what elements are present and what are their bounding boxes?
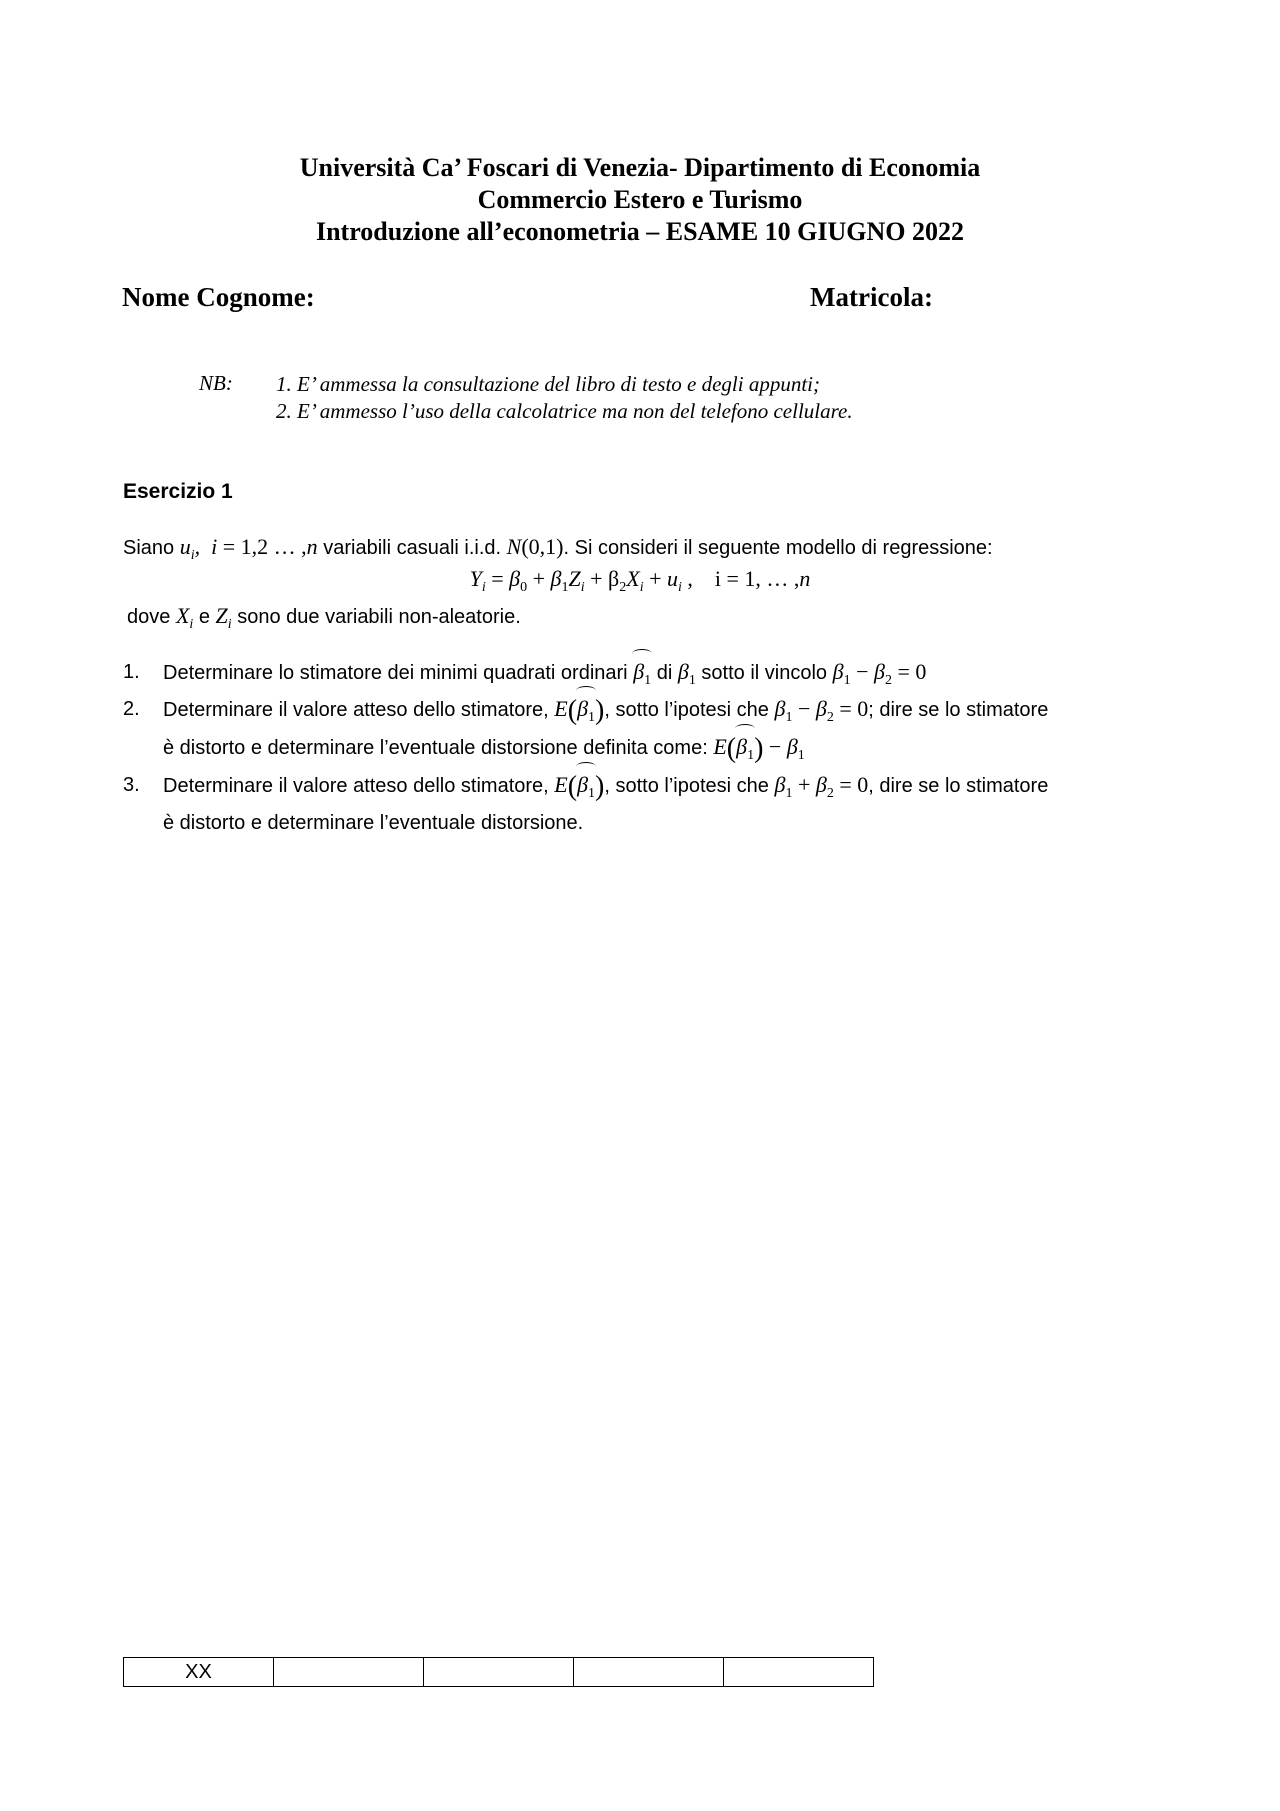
regression-equation: $Y_i = \beta_0 + \beta_1Z_i + \beta_2X_i + u_i$ , i = 1, … ,n xyxy=(469,566,811,595)
question-text: Determinare il valore atteso dello stimatore, xyxy=(163,775,549,797)
question-text: ; dire se lo stimatore xyxy=(868,699,1049,721)
exercise-title: Esercizio 1 xyxy=(123,480,233,503)
question-list xyxy=(123,654,1048,841)
where-text-c: sono due variabili non-aleatorie. xyxy=(237,606,521,628)
question-text: , sotto l’ipotesi che xyxy=(604,775,769,797)
header-department: Commercio Estero e Turismo xyxy=(477,185,803,214)
question-item: 3. Determinare il valore atteso dello stimatore, $E(\beta_1)$, sotto l’ipotesi che $\beta_1 + \beta_2 = 0$, dire se lo stimatore è distorto e determinare l’eventuale distorsione. xyxy=(123,767,1048,841)
question-number: 1. xyxy=(123,661,140,683)
grade-cell xyxy=(724,1658,874,1687)
matricola-label: Matricola: xyxy=(810,282,933,312)
note-item: 2. E’ ammesso l’uso della calcolatrice ma non del telefono cellulare. xyxy=(276,399,853,423)
question-text: sotto il vincolo xyxy=(701,662,828,684)
question-text: è distorto e determinare l’eventuale distorsione definita come: xyxy=(163,737,708,759)
question-number: 2. xyxy=(123,698,140,720)
header-exam-title: Introduzione all’econometria – ESAME 10 GIUGNO 2022 xyxy=(315,217,965,246)
grade-table xyxy=(123,1657,874,1687)
note-item: 1. E’ ammessa la consultazione del libro di testo e degli appunti; xyxy=(276,372,821,396)
question-text: , sotto l’ipotesi che xyxy=(604,699,769,721)
question-text: Determinare lo stimatore dei minimi quadrati ordinari xyxy=(163,662,628,684)
notes-label: NB: xyxy=(199,371,233,395)
question-item: 1. Determinare lo stimatore dei minimi quadrati ordinari $\beta_1$ di $\beta_1$ sotto il vincolo $\beta_1 - \beta_2 = 0$ xyxy=(123,654,1048,691)
question-item: 2. Determinare il valore atteso dello stimatore, $E(\beta_1)$, sotto l’ipotesi che $\beta_1 - \beta_2 = 0$; dire se lo stimatore è distorto e determinare l’eventuale distorsione definita come: $E(\beta_1) - \beta_1$ xyxy=(123,691,1048,767)
intro-text-a: Siano xyxy=(123,537,175,559)
where-text-b: e xyxy=(198,606,210,628)
question-text: , dire se lo stimatore xyxy=(868,775,1049,797)
name-label: Nome Cognome: xyxy=(122,282,315,312)
grade-cell xyxy=(424,1658,574,1687)
question-text: di xyxy=(656,662,673,684)
where-text-a: dove xyxy=(127,606,171,628)
question-text: Determinare il valore atteso dello stimatore, xyxy=(163,699,549,721)
question-text: è distorto e determinare l’eventuale distorsione. xyxy=(163,812,584,834)
notes-list xyxy=(276,371,853,425)
header-university: Università Ca’ Foscari di Venezia- Dipartimento di Economia xyxy=(299,153,981,182)
table-row xyxy=(124,1658,874,1687)
intro-text-b: variabili casuali i.i.d. xyxy=(323,537,502,559)
grade-cell xyxy=(574,1658,724,1687)
question-number: 3. xyxy=(123,774,140,796)
grade-cell: XX xyxy=(124,1658,274,1687)
grade-cell xyxy=(274,1658,424,1687)
exercise-intro: Siano $u_i$, i = 1,2 … ,n variabili casuali i.i.d. N(0,1). Si consideri il seguente modello di regressione: xyxy=(123,534,993,563)
exercise-where: dove $X_i$ e $Z_i$ sono due variabili non-aleatorie. xyxy=(127,603,521,632)
intro-text-c: . Si consideri il seguente modello di regressione: xyxy=(563,537,993,559)
document-header xyxy=(0,152,1280,248)
